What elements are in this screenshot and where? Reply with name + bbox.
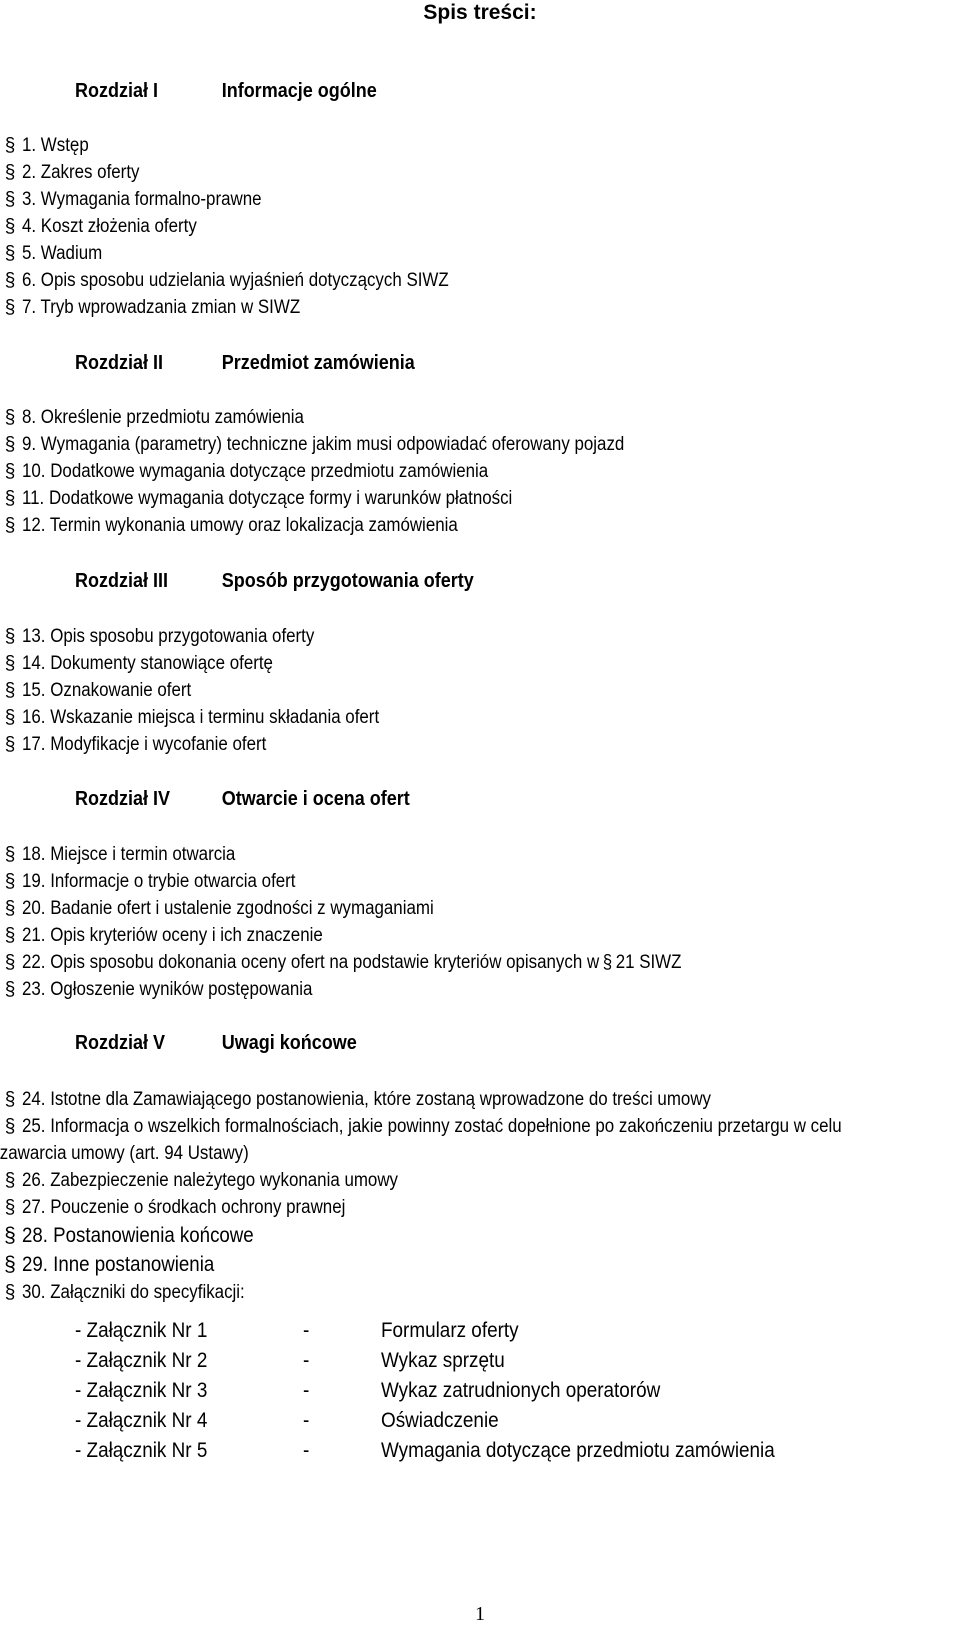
section-symbol: § [4, 189, 16, 210]
section-reference: 21 SIWZ [615, 952, 682, 973]
section-symbol: § [4, 1224, 16, 1247]
attachment-row: - Załącznik Nr 1 - Formularz oferty [75, 1319, 519, 1342]
toc-item: § 20. Badanie ofert i ustalenie zgodności z wymaganiami [0, 895, 960, 922]
chapter-4-items [0, 841, 960, 1003]
section-symbol: § [4, 1089, 16, 1110]
page-number: 1 [475, 1603, 485, 1625]
section-symbol: § [4, 844, 16, 865]
section-symbol: § [4, 216, 16, 237]
section-symbol: § [4, 707, 16, 728]
toc-item: § 10. Dodatkowe wymagania dotyczące przedmiotu zamówienia [0, 458, 960, 485]
chapter-name: Otwarcie i ocena ofert [221, 788, 410, 810]
toc-item: § 5. Wadium [0, 240, 960, 267]
toc-item: § 18. Miejsce i termin otwarcia [0, 841, 960, 868]
section-symbol: § [4, 1253, 16, 1276]
section-symbol: § [4, 135, 16, 156]
toc-item: § 11. Dodatkowe wymagania dotyczące formy i warunków płatności [0, 485, 960, 512]
toc-item: § 4. Koszt złożenia oferty [0, 213, 960, 240]
section-symbol: § [4, 488, 16, 509]
section-symbol: § [4, 871, 16, 892]
toc-item: § 21. Opis kryteriów oceny i ich znaczenie [0, 922, 960, 949]
toc-item: § 6. Opis sposobu udzielania wyjaśnień dotyczących SIWZ [0, 267, 960, 294]
section-symbol: § [4, 925, 16, 946]
chapter-heading-3 [75, 570, 474, 593]
toc-item: § 14. Dokumenty stanowiące ofertę [0, 650, 960, 677]
toc-item: § 2. Zakres oferty [0, 159, 960, 186]
section-symbol: § [4, 515, 16, 536]
chapter-number: Rozdział II [75, 352, 164, 374]
section-symbol: § [4, 979, 16, 1000]
attachment-row: - Załącznik Nr 2 - Wykaz sprzętu [75, 1349, 505, 1372]
toc-item: § 3. Wymagania formalno-prawne [0, 186, 960, 213]
chapter-heading-5 [75, 1032, 357, 1055]
section-symbol: § [4, 898, 16, 919]
attachment-row: - Załącznik Nr 5 - Wymagania dotyczące przedmiotu zamówienia [75, 1439, 775, 1462]
section-symbol: § [4, 297, 16, 318]
chapter-heading-4 [75, 788, 410, 811]
chapter-5-items [0, 1086, 960, 1306]
toc-item: § 22. Opis sposobu dokonania oceny ofert na podstawie kryteriów opisanych w § 21 SIWZ [0, 949, 960, 976]
chapter-2-items [0, 404, 960, 539]
attachments-list [75, 1316, 945, 1466]
attachment-row: - Załącznik Nr 3 - Wykaz zatrudnionych operatorów [75, 1379, 661, 1402]
toc-item: § 9. Wymagania (parametry) techniczne jakim musi odpowiadać oferowany pojazd [0, 431, 960, 458]
toc-item: § 28. Postanowienia końcowe [0, 1221, 960, 1250]
section-symbol: § [4, 407, 16, 428]
toc-item: § 27. Pouczenie o środkach ochrony prawnej [0, 1194, 960, 1221]
chapter-name: Uwagi końcowe [221, 1032, 357, 1054]
toc-item: § 30. Załączniki do specyfikacji: [0, 1279, 960, 1306]
chapter-number: Rozdział I [75, 80, 159, 102]
chapter-name: Informacje ogólne [221, 80, 377, 102]
section-symbol: § [4, 1282, 16, 1303]
chapter-number: Rozdział III [75, 570, 169, 592]
section-symbol: § [602, 952, 613, 973]
toc-item: § 7. Tryb wprowadzania zmian w SIWZ [0, 294, 960, 321]
chapter-heading-2 [75, 352, 415, 375]
section-symbol: § [4, 952, 16, 973]
toc-item: § 23. Ogłoszenie wyników postępowania [0, 976, 960, 1003]
section-symbol: § [4, 1116, 16, 1137]
chapter-3-items [0, 623, 960, 758]
toc-item: § 29. Inne postanowienia [0, 1250, 960, 1279]
section-symbol: § [4, 461, 16, 482]
toc-item: § 19. Informacje o trybie otwarcia ofert [0, 868, 960, 895]
section-symbol: § [4, 734, 16, 755]
toc-item: § 17. Modyfikacje i wycofanie ofert [0, 731, 960, 758]
toc-item: § 24. Istotne dla Zamawiającego postanowienia, które zostaną wprowadzone do treści umowy [0, 1086, 960, 1113]
toc-item: § 25. Informacja o wszelkich formalnościach, jakie powinny zostać dopełnione po zakończeniu przetargu w celu zawarcia umowy (art. 94 Ustawy) [0, 1113, 960, 1167]
chapter-heading-1 [75, 80, 377, 103]
attachment-row: - Załącznik Nr 4 - Oświadczenie [75, 1409, 499, 1432]
chapter-number: Rozdział IV [75, 788, 171, 810]
toc-item: § 26. Zabezpieczenie należytego wykonania umowy [0, 1167, 960, 1194]
section-symbol: § [4, 162, 16, 183]
section-symbol: § [4, 653, 16, 674]
toc-item: § 1. Wstęp [0, 132, 960, 159]
chapter-name: Sposób przygotowania oferty [221, 570, 474, 592]
section-symbol: § [4, 1170, 16, 1191]
toc-item: § 8. Określenie przedmiotu zamówienia [0, 404, 960, 431]
toc-item: § 15. Oznakowanie ofert [0, 677, 960, 704]
toc-item-continuation: zawarcia umowy (art. 94 Ustawy) [0, 1143, 249, 1164]
chapter-number: Rozdział V [75, 1032, 166, 1054]
chapter-name: Przedmiot zamówienia [221, 352, 415, 374]
section-symbol: § [4, 680, 16, 701]
toc-item: § 16. Wskazanie miejsca i terminu składania ofert [0, 704, 960, 731]
section-symbol: § [4, 434, 16, 455]
chapter-1-items [0, 132, 960, 321]
section-symbol: § [4, 1197, 16, 1218]
section-symbol: § [4, 626, 16, 647]
section-symbol: § [4, 270, 16, 291]
section-symbol: § [4, 243, 16, 264]
toc-item: § 13. Opis sposobu przygotowania oferty [0, 623, 960, 650]
toc-title: Spis treści: [423, 1, 537, 24]
toc-item: § 12. Termin wykonania umowy oraz lokalizacja zamówienia [0, 512, 960, 539]
